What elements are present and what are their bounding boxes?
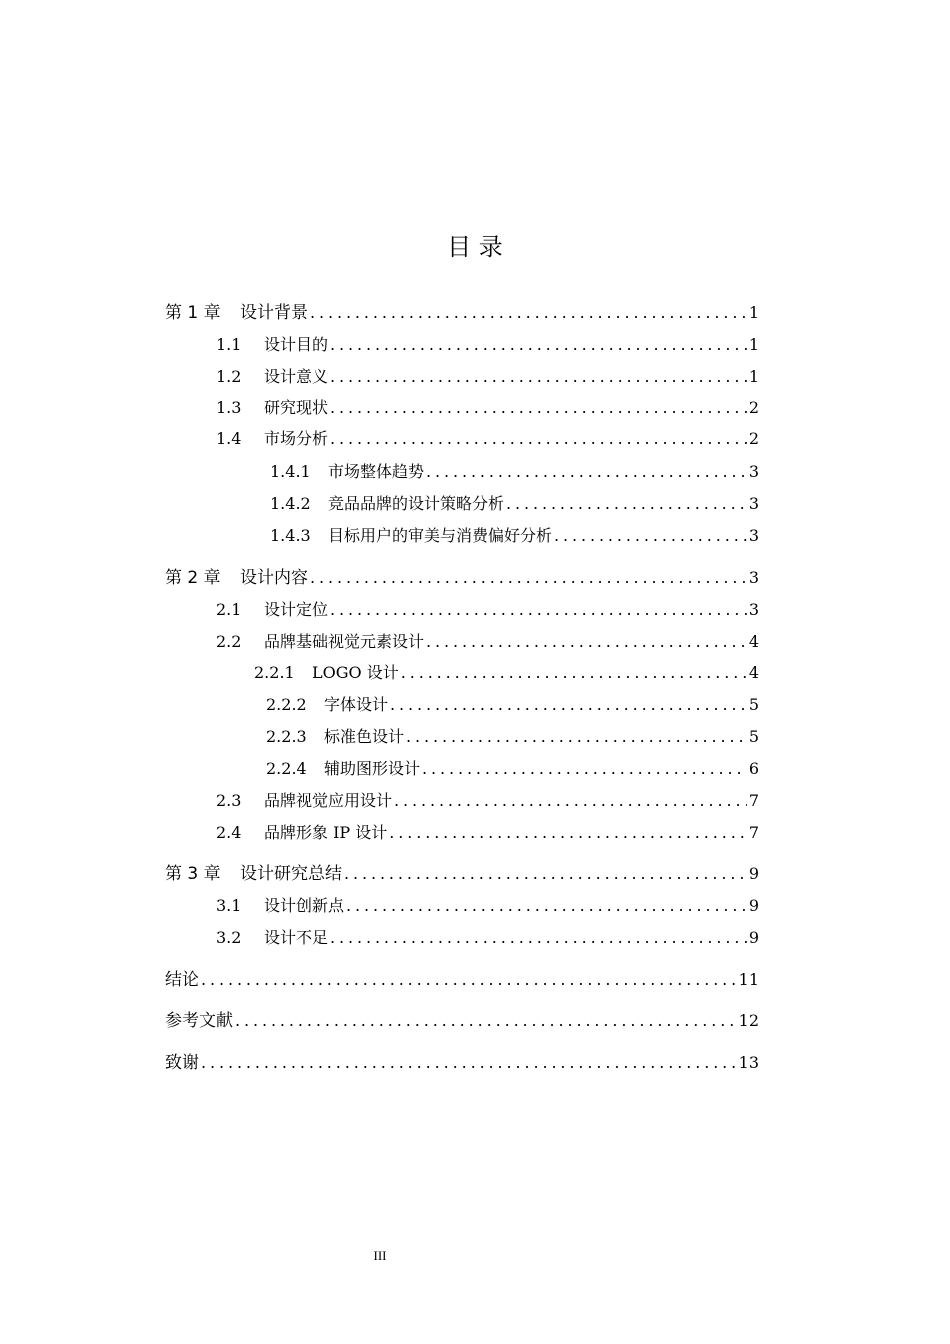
toc-entry-title: 设计背景 (240, 303, 308, 323)
toc-entry-page: 1 (748, 303, 759, 322)
toc-entry-number: 1.3 (216, 398, 242, 417)
toc-entry-2-2[interactable] (216, 630, 759, 654)
toc-entry-page: 3 (748, 600, 759, 619)
toc-entry-title: 设计创新点 (264, 896, 345, 915)
dot-leader (330, 598, 747, 622)
dot-leader (201, 968, 737, 992)
toc-entry-title: 设计定位 (264, 600, 329, 619)
toc-entry-3-1[interactable] (216, 894, 759, 918)
page-title: 目 录 (447, 233, 503, 261)
toc-entry-page: 1 (748, 367, 759, 386)
toc-entry-title: 字体设计 (324, 695, 389, 714)
toc-entry-number: 2.3 (216, 791, 242, 810)
toc-entry-page: 6 (748, 759, 759, 778)
toc-entry-title: 研究现状 (264, 398, 329, 417)
page-number-footer: III (373, 1248, 387, 1263)
toc-entry-2-4[interactable] (216, 821, 759, 845)
dot-leader (554, 524, 747, 548)
toc-entry-page: 3 (748, 526, 759, 545)
toc-entry-number: 3.2 (216, 928, 242, 947)
toc-entry-title: 设计研究总结 (240, 864, 342, 884)
toc-entry-1-4-3[interactable] (270, 524, 759, 548)
toc-entry-page: 4 (748, 632, 759, 651)
toc-entry-page: 11 (738, 970, 759, 989)
dot-leader (330, 333, 747, 357)
dot-leader (201, 1051, 737, 1075)
toc-entry-2-2-2[interactable] (266, 693, 759, 717)
toc-entry-title: 竞品品牌的设计策略分析 (328, 494, 505, 513)
toc-entry-1-4[interactable] (216, 427, 759, 451)
toc-entry-number: 1.4.1 (270, 462, 311, 481)
toc-entry-title: 设计不足 (264, 928, 329, 947)
toc-entry-number: 2.2.1 (254, 663, 295, 682)
toc-entry-chapter-2[interactable] (165, 566, 759, 590)
toc-entry-page: 4 (748, 663, 759, 682)
toc-entry-title: 辅助图形设计 (324, 759, 421, 778)
dot-leader (330, 396, 747, 420)
toc-entry-number: 2.4 (216, 823, 242, 842)
dot-leader (330, 365, 747, 389)
dot-leader (310, 301, 747, 325)
toc-entry-title: 品牌基础视觉元素设计 (264, 632, 425, 651)
dot-leader (426, 630, 747, 654)
toc-entry-acknowledgements[interactable] (165, 1051, 759, 1075)
toc-entry-title: 市场分析 (264, 429, 329, 448)
toc-entry-title: 设计意义 (264, 367, 329, 386)
toc-entry-page: 12 (738, 1011, 759, 1030)
toc-entry-number: 3.1 (216, 896, 242, 915)
toc-entry-conclusion[interactable] (165, 968, 759, 992)
dot-leader (344, 862, 747, 886)
toc-entry-title: 结论 (165, 970, 199, 990)
toc-entry-title: 设计目的 (264, 335, 329, 354)
dot-leader (330, 926, 747, 950)
toc-entry-2-2-3[interactable] (266, 725, 759, 749)
toc-entry-1-3[interactable] (216, 396, 759, 420)
toc-entry-title: 目标用户的审美与消费偏好分析 (328, 526, 553, 545)
dot-leader (235, 1009, 737, 1033)
toc-entry-page: 13 (738, 1053, 759, 1072)
toc-entry-number: 第 1 章 (165, 303, 221, 323)
toc-entry-page: 5 (748, 695, 759, 714)
toc-entry-1-2[interactable] (216, 365, 759, 389)
toc-entry-title: 品牌形象 IP 设计 (264, 823, 388, 842)
toc-entry-2-2-4[interactable] (266, 757, 759, 781)
toc-entry-title: 市场整体趋势 (328, 462, 425, 481)
toc-entry-2-1[interactable] (216, 598, 759, 622)
toc-entry-1-4-1[interactable] (270, 460, 759, 484)
toc-entry-title: 致谢 (165, 1053, 199, 1073)
toc-entry-page: 3 (748, 568, 759, 587)
toc-entry-page: 2 (748, 398, 759, 417)
toc-entry-page: 7 (748, 791, 759, 810)
dot-leader (401, 661, 747, 685)
dot-leader (506, 492, 747, 516)
dot-leader (406, 725, 747, 749)
toc-entry-title: 品牌视觉应用设计 (264, 791, 393, 810)
toc-entry-number: 1.1 (216, 335, 242, 354)
toc-entry-page: 3 (748, 462, 759, 481)
dot-leader (390, 693, 747, 717)
toc-entry-1-1[interactable] (216, 333, 759, 357)
toc-entry-references[interactable] (165, 1009, 759, 1033)
toc-entry-number: 2.1 (216, 600, 242, 619)
dot-leader (389, 821, 747, 845)
toc-entry-title: 设计内容 (240, 568, 308, 588)
toc-entry-number: 2.2.4 (266, 759, 307, 778)
toc-entry-title: 参考文献 (165, 1011, 233, 1031)
toc-entry-number: 1.4.3 (270, 526, 311, 545)
toc-entry-number: 2.2.3 (266, 727, 307, 746)
toc-entry-chapter-3[interactable] (165, 862, 759, 886)
toc-entry-number: 第 3 章 (165, 864, 221, 884)
toc-entry-2-2-1[interactable] (254, 661, 759, 685)
toc-entry-page: 9 (748, 928, 759, 947)
dot-leader (426, 460, 747, 484)
toc-entry-number: 2.2 (216, 632, 242, 651)
toc-entry-page: 1 (748, 335, 759, 354)
toc-entry-number: 第 2 章 (165, 568, 221, 588)
toc-entry-number: 1.4 (216, 429, 242, 448)
toc-entry-chapter-1[interactable] (165, 301, 759, 325)
dot-leader (346, 894, 747, 918)
toc-entry-number: 1.4.2 (270, 494, 311, 513)
toc-entry-page: 7 (748, 823, 759, 842)
dot-leader (422, 757, 747, 781)
toc-entry-page: 9 (748, 864, 759, 883)
dot-leader (394, 789, 747, 813)
toc-entry-page: 3 (748, 494, 759, 513)
toc-entry-3-2[interactable] (216, 926, 759, 950)
toc-entry-1-4-2[interactable] (270, 492, 759, 516)
toc-entry-number: 1.2 (216, 367, 242, 386)
toc-entry-title: LOGO 设计 (312, 663, 399, 682)
toc-entry-number: 2.2.2 (266, 695, 307, 714)
dot-leader (330, 427, 747, 451)
toc-entry-page: 2 (748, 429, 759, 448)
toc-entry-page: 9 (748, 896, 759, 915)
toc-entry-page: 5 (748, 727, 759, 746)
toc-entry-2-3[interactable] (216, 789, 759, 813)
toc-entry-title: 标准色设计 (324, 727, 405, 746)
dot-leader (310, 566, 747, 590)
